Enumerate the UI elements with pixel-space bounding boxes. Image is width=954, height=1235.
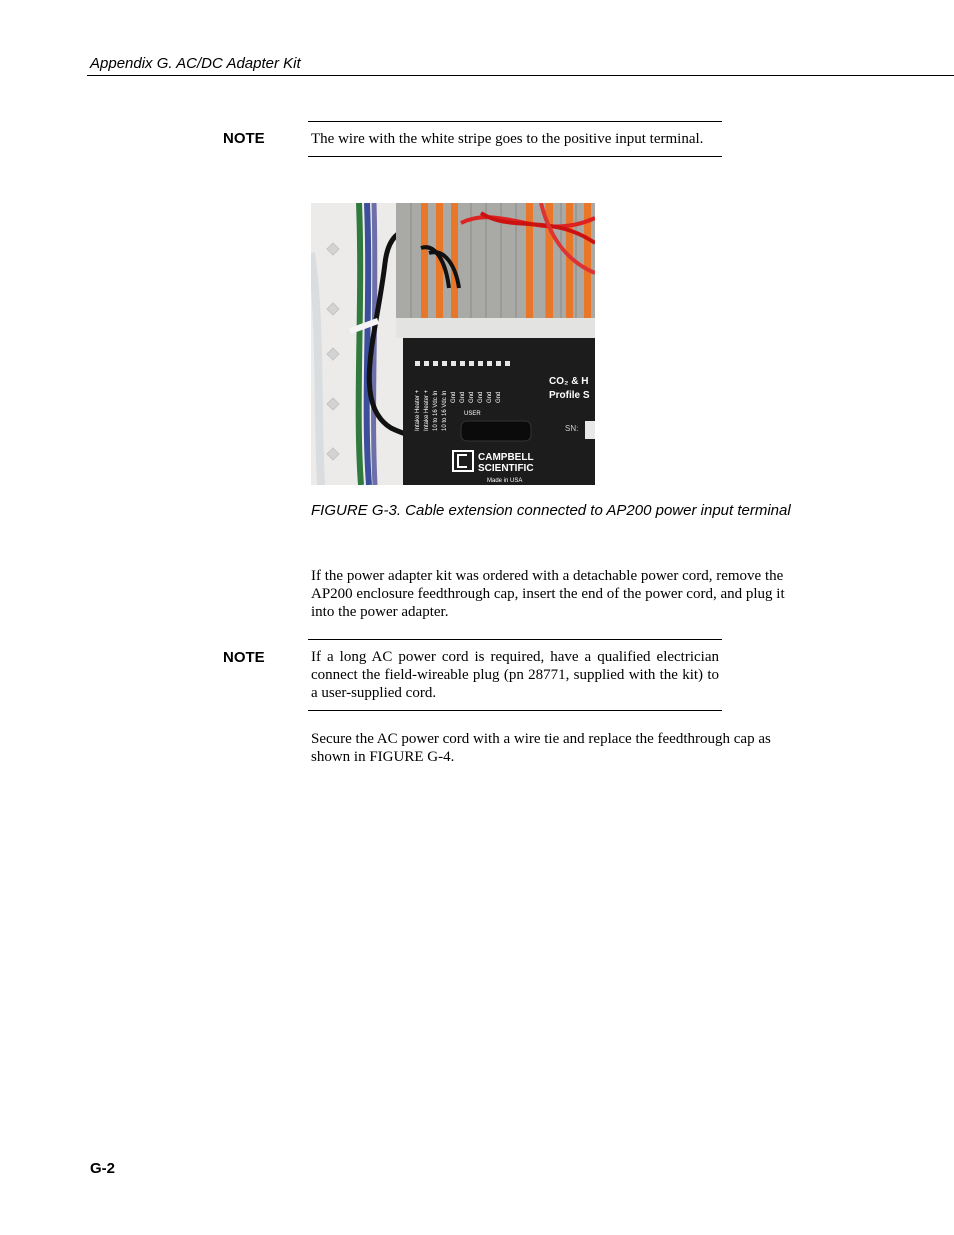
photo-logo-campbell: CAMPBELL: [478, 452, 534, 463]
figure-photo: [311, 203, 595, 485]
photo-label-gnd: Gnd: [469, 391, 475, 403]
photo-label-intake-heater-1: Intake Heater +: [415, 389, 421, 431]
figure-caption: FIGURE G-3. Cable extension connected to AP200 power input terminal: [311, 502, 791, 519]
photo-logo-scientific: SCIENTIFIC: [478, 463, 534, 474]
paragraph-1: If the power adapter kit was ordered with a detachable power cord, remove the AP200 enclosure feedthrough cap, insert the end of the power cord, and plug it into the power adapter.: [311, 568, 785, 620]
photo-label-user: USER: [464, 411, 481, 417]
photo-label-gnd: Gnd: [487, 391, 493, 403]
photo-label-sn: SN:: [565, 424, 579, 433]
photo-label-gnd: Gnd: [451, 391, 457, 403]
photo-label-product-line1: CO₂ & H: [549, 376, 589, 387]
note-text-1: The wire with the white stripe goes to the positive input terminal.: [311, 131, 704, 147]
note-label-1: NOTE: [223, 130, 265, 147]
photo-label-made-in: Made in USA: [487, 478, 523, 484]
photo-label-product-line2: Profile S: [549, 390, 590, 401]
paragraph-2: Secure the AC power cord with a wire tie and replace the feedthrough cap as shown in FIGURE G-4.: [311, 731, 771, 765]
header-rule: [87, 75, 954, 76]
note-text-2: If a long AC power cord is required, have a qualified electrician connect the field-wireable plug (pn 28771, supplied with the kit) to a user-supplied cord.: [311, 649, 719, 701]
photo-label-gnd: Gnd: [478, 391, 484, 403]
note-box-2: [308, 639, 722, 711]
page-number: G-2: [90, 1160, 116, 1177]
photo-label-intake-heater-2: Intake Heater +: [424, 389, 430, 431]
running-header: Appendix G. AC/DC Adapter Kit: [90, 55, 301, 72]
photo-label-gnd: Gnd: [496, 391, 502, 403]
photo-label-vdc-in-1: 10 to 16 Vdc In: [433, 390, 439, 431]
note-box-1: [308, 121, 722, 157]
photo-label-gnd: Gnd: [460, 391, 466, 403]
photo-label-vdc-in-2: 10 to 16 Vdc In: [442, 390, 448, 431]
note-label-2: NOTE: [223, 649, 265, 666]
photo-illustration: [311, 203, 595, 485]
